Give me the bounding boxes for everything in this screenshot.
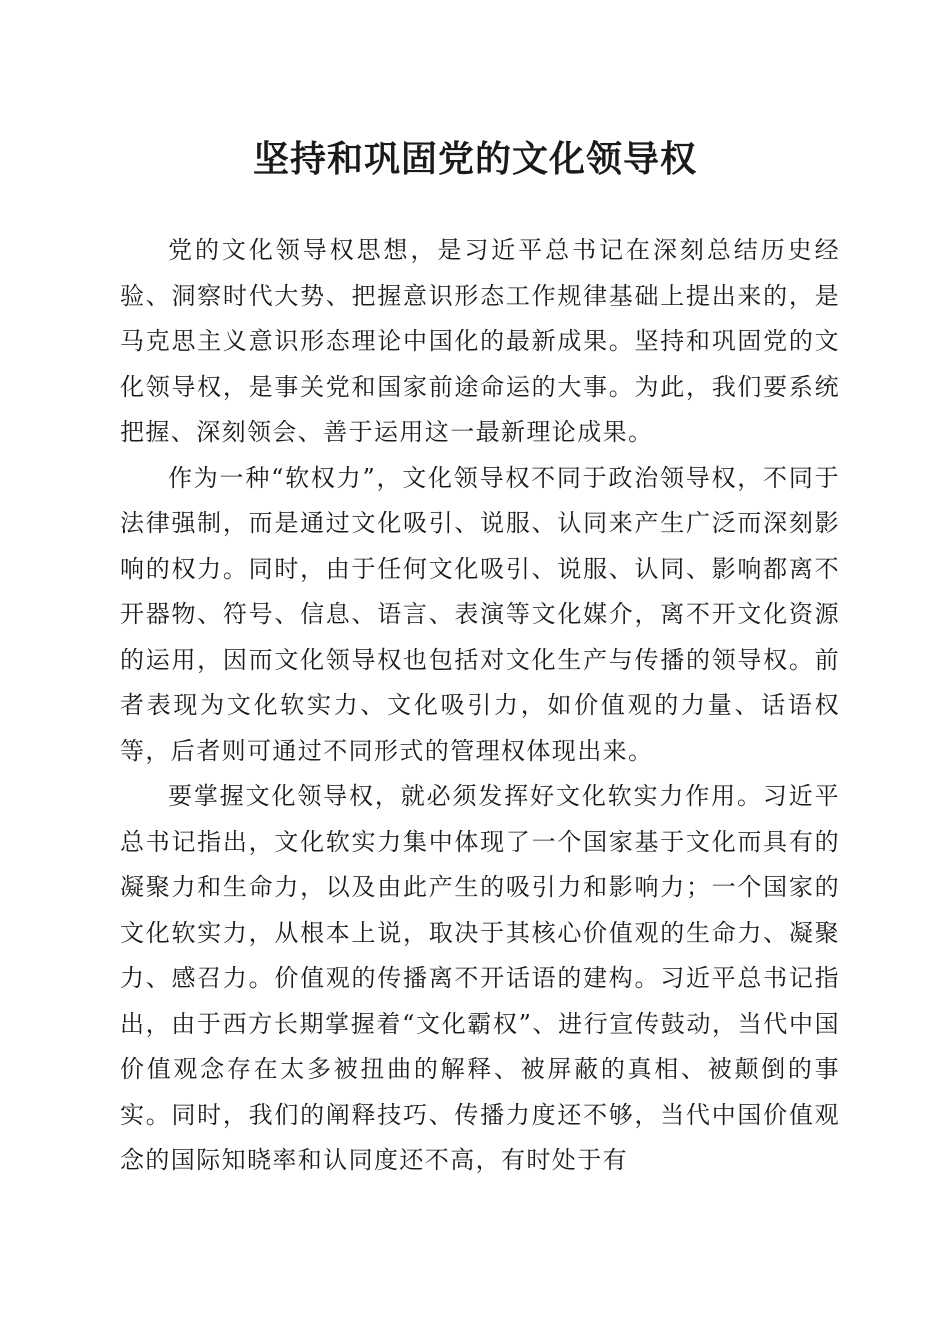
document-body	[120, 228, 840, 1184]
paragraph-2: 作为一种“软权力”，文化领导权不同于政治领导权，不同于法律强制，而是通过文化吸引、说服、认同来产生广泛而深刻影响的权力。同时，由于任何文化吸引、说服、认同、影响都离不开器物、符号、信息、语言、表演等文化媒介，离不开文化资源的运用，因而文化领导权也包括对文化生产与传播的领导权。前者表现为文化软实力、文化吸引力，如价值观的力量、话语权等，后者则可通过不同形式的管理权体现出来。	[120, 463, 840, 765]
document-title: 坚持和巩固党的文化领导权	[252, 138, 697, 180]
paragraph-3: 要掌握文化领导权，就必须发挥好文化软实力作用。习近平总书记指出，文化软实力集中体现了一个国家基于文化而具有的凝聚力和生命力，以及由此产生的吸引力和影响力；一个国家的文化软实力，从根本上说，取决于其核心价值观的生命力、凝聚力、感召力。价值观的传播离不开话语的建构。习近平总书记指出，由于西方长期掌握着“文化霸权”、进行宣传鼓动，当代中国价值观念存在太多被扭曲的解释、被屏蔽的真相、被颠倒的事实。同时，我们的阐释技巧、传播力度还不够，当代中国价值观念的国际知晓率和认同度还不高，有时处于有	[120, 782, 840, 1174]
paragraph-1: 党的文化领导权思想，是习近平总书记在深刻总结历史经验、洞察时代大势、把握意识形态工作规律基础上提出来的，是马克思主义意识形态理论中国化的最新成果。坚持和巩固党的文化领导权，是事关党和国家前途命运的大事。为此，我们要系统把握、深刻领会、善于运用这一最新理论成果。	[120, 236, 840, 446]
